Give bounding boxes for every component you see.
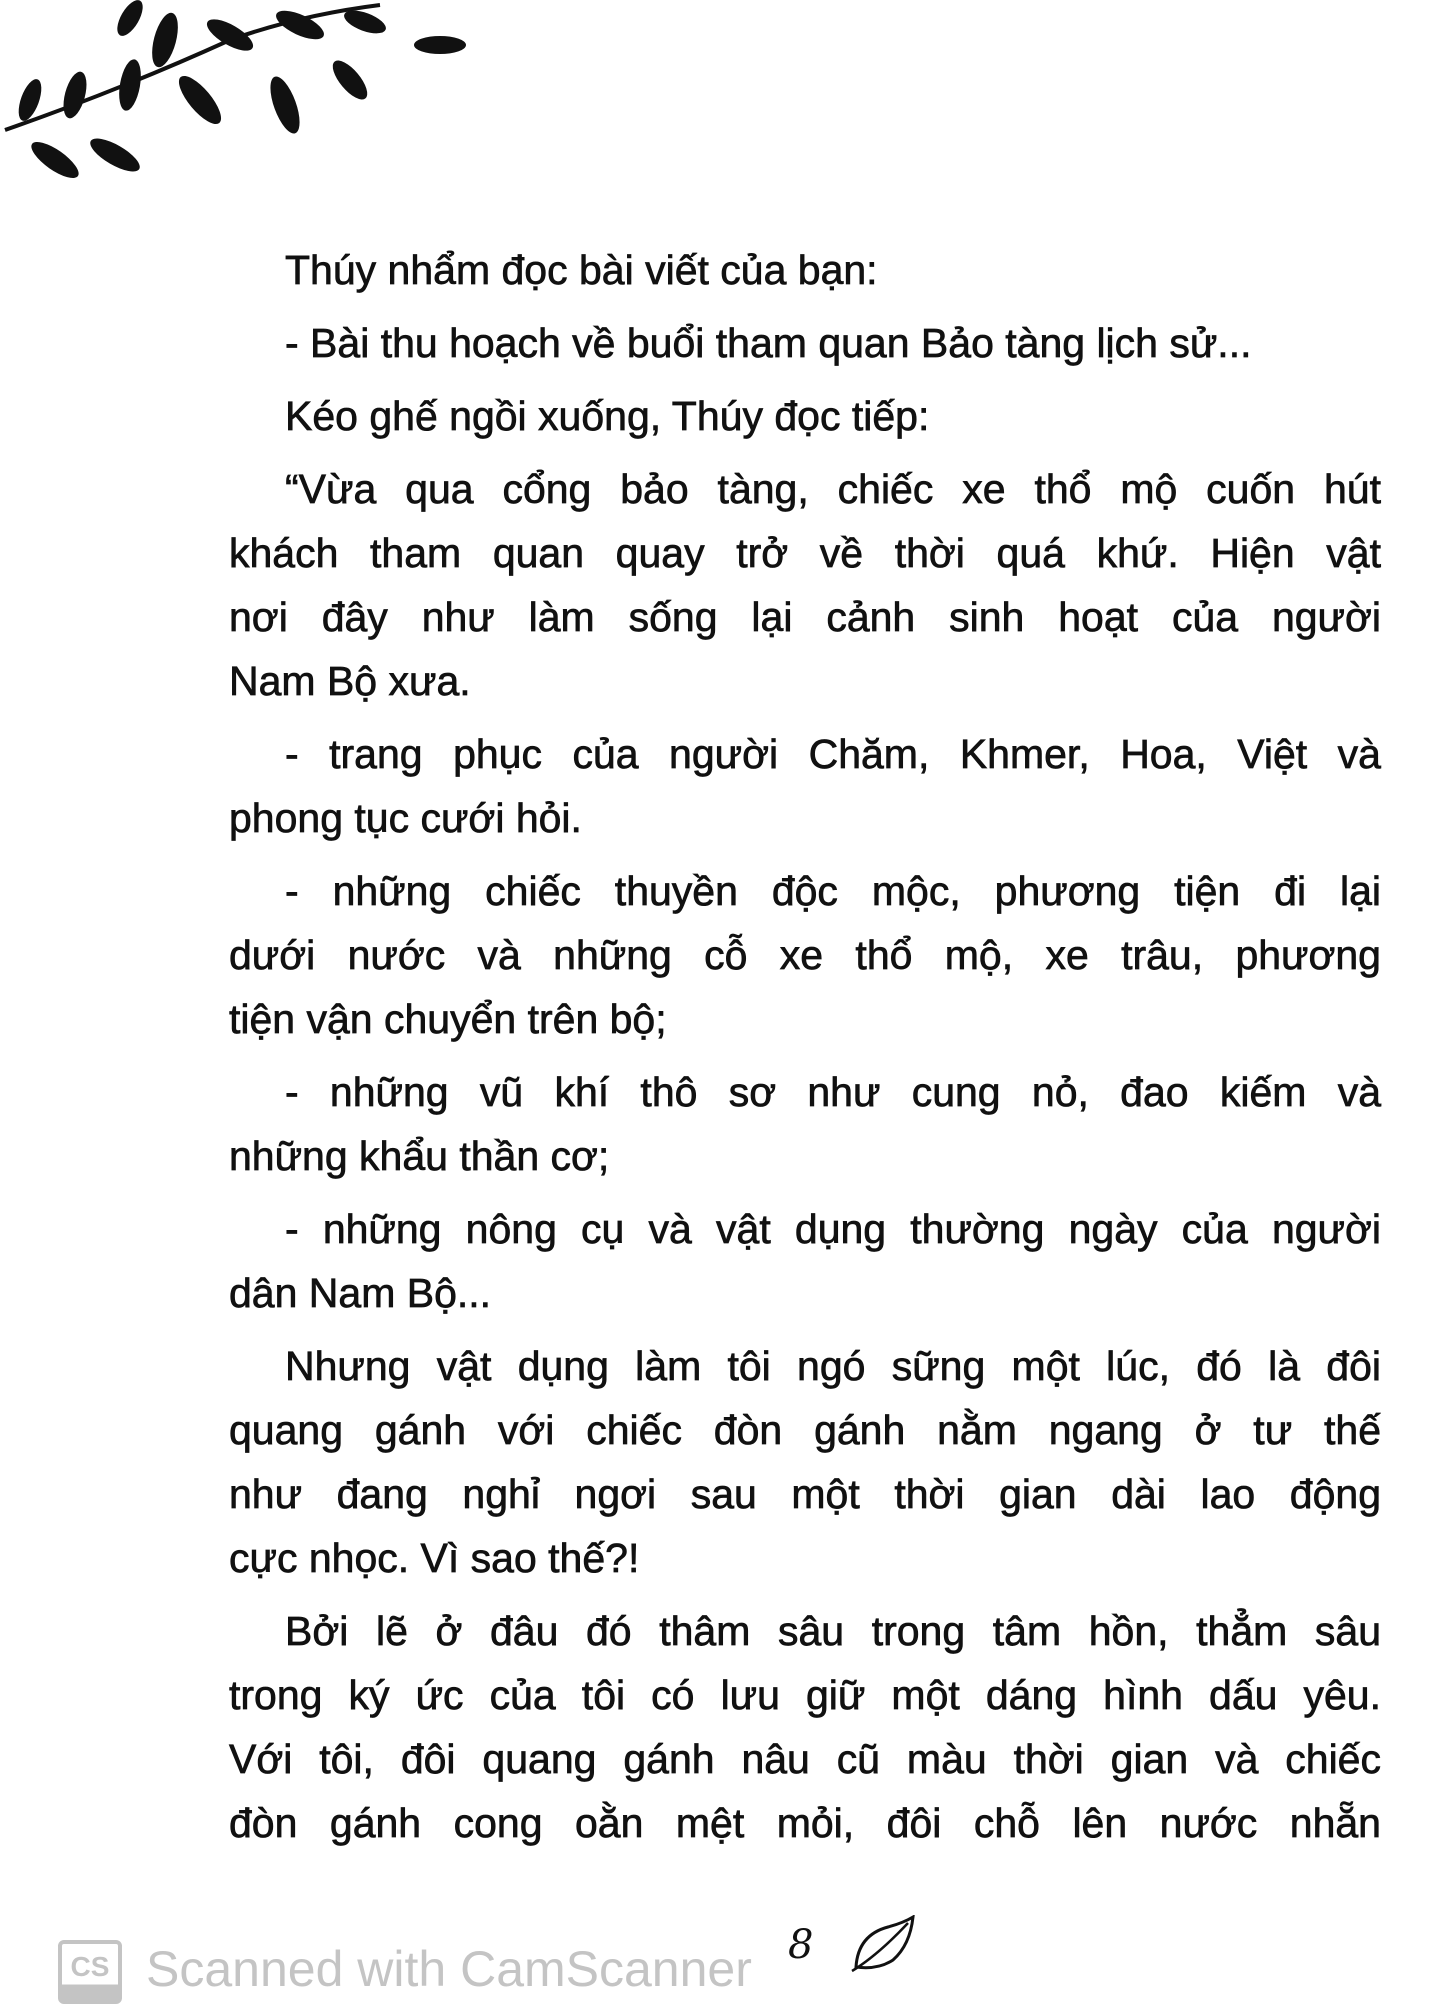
paragraph (229, 457, 1381, 713)
paragraph (229, 859, 1381, 1051)
paragraph (229, 1197, 1381, 1325)
text-line: Nhưng vật dụng làm tôi ngó sững một lúc, đó là đôi (285, 1343, 1381, 1389)
text-line: khách tham quan quay trở về thời quá khứ. Hiện vật (229, 530, 1381, 576)
paragraph (229, 238, 1381, 302)
text-line: dân Nam Bộ... (229, 1270, 492, 1316)
text-line: dưới nước và những cỗ xe thổ mộ, xe trâu, phương (229, 932, 1381, 978)
text-line: - Bài thu hoạch về buổi tham quan Bảo tàng lịch sử... (285, 320, 1252, 366)
watermark-text: Scanned with CamScanner (146, 1941, 752, 1997)
text-line: Nam Bộ xưa. (229, 658, 471, 704)
text-line: tiện vận chuyển trên bộ; (229, 996, 667, 1042)
body-text (229, 238, 1381, 1864)
text-line: như đang nghỉ ngơi sau một thời gian dài lao động (229, 1471, 1381, 1517)
text-line: Với tôi, đôi quang gánh nâu cũ màu thời gian và chiếc (229, 1736, 1381, 1782)
camscanner-watermark (58, 1930, 958, 2000)
paragraph (229, 1599, 1381, 1855)
text-line: - những nông cụ và vật dụng thường ngày của người (285, 1206, 1381, 1252)
text-line: - trang phục của người Chăm, Khmer, Hoa, Việt và (285, 731, 1381, 777)
text-line: Bởi lẽ ở đâu đó thâm sâu trong tâm hồn, thẳm sâu (285, 1608, 1381, 1654)
paragraph (229, 311, 1381, 375)
page-number: 8 (788, 1922, 814, 1968)
leaf-icon (848, 1915, 918, 1975)
text-line: phong tục cưới hỏi. (229, 795, 582, 841)
text-line: cực nhọc. Vì sao thế?! (229, 1535, 640, 1581)
text-line: Kéo ghế ngồi xuống, Thúy đọc tiếp: (285, 393, 930, 439)
text-line: những khẩu thần cơ; (229, 1133, 610, 1179)
camscanner-logo-icon: CS (58, 1940, 122, 2004)
paragraph (229, 1334, 1381, 1590)
paragraph (229, 722, 1381, 850)
text-line: Thúy nhẩm đọc bài viết của bạn: (285, 247, 878, 293)
paragraph (229, 1060, 1381, 1188)
leaf-branch-decoration (0, 0, 480, 200)
text-line: nơi đây như làm sống lại cảnh sinh hoạt của người (229, 594, 1381, 640)
text-line: - những chiếc thuyền độc mộc, phương tiện đi lại (285, 868, 1381, 914)
text-line: quang gánh với chiếc đòn gánh nằm ngang ở tư thế (229, 1407, 1381, 1453)
text-line: đòn gánh cong oằn mệt mỏi, đôi chỗ lên nước nhẵn (229, 1800, 1381, 1846)
text-line: “Vừa qua cổng bảo tàng, chiếc xe thổ mộ cuốn hút (285, 466, 1381, 512)
paragraph (229, 384, 1381, 448)
text-line: - những vũ khí thô sơ như cung nỏ, đao kiếm và (285, 1069, 1381, 1115)
text-line: trong ký ức của tôi có lưu giữ một dáng hình dấu yêu. (229, 1672, 1381, 1718)
